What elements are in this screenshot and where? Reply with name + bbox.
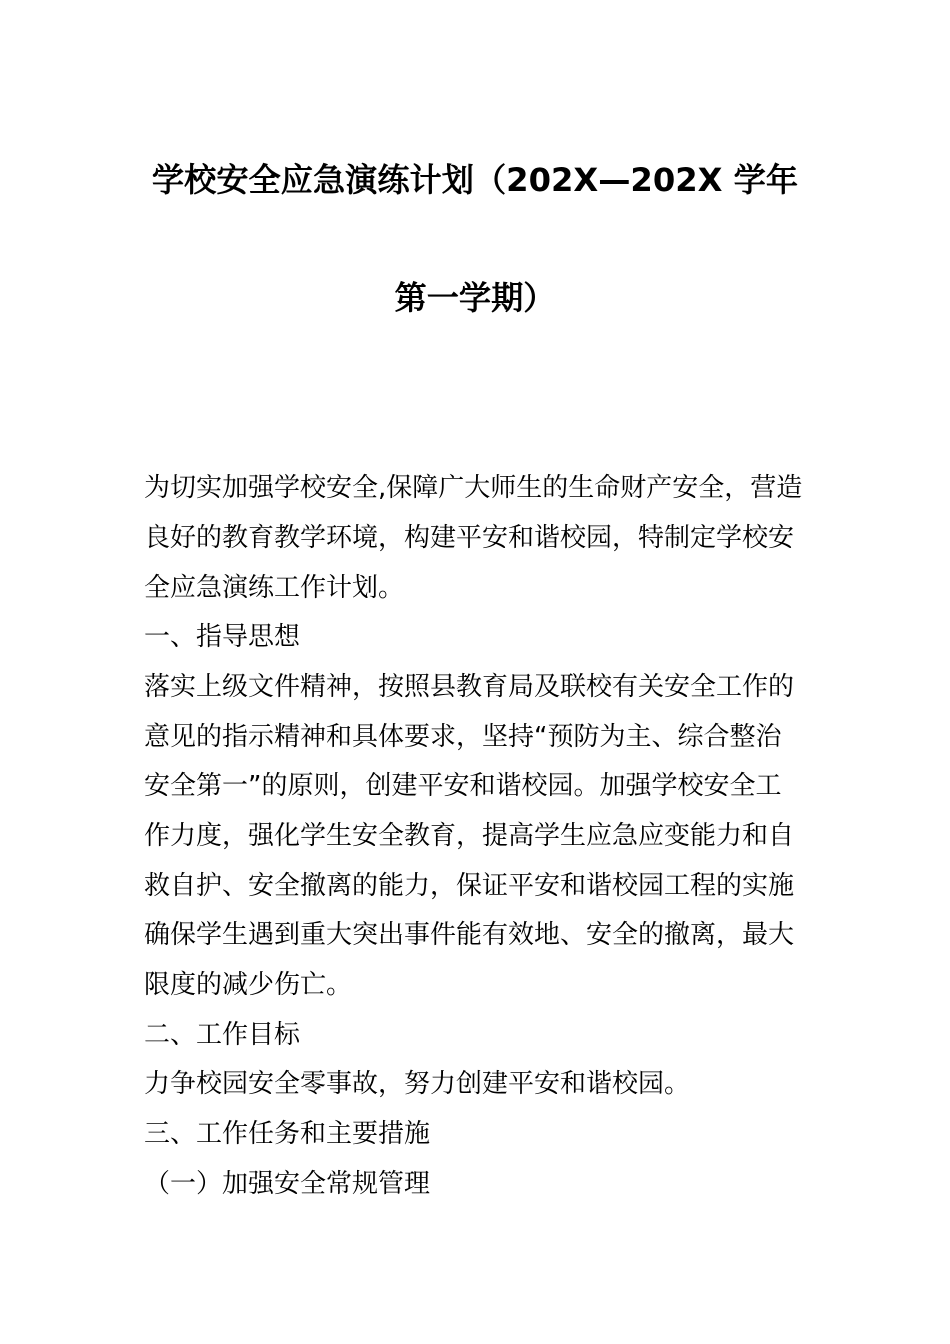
section-heading-work-goals: 二、工作目标: [144, 1020, 301, 1050]
body-line: 救自护、安全撤离的能力，保证平安和谐校园工程的实施: [144, 871, 795, 901]
body-line: 力争校园安全零事故，努力创建平安和谐校园。: [144, 1069, 691, 1099]
section-heading-guiding-ideology: 一、指导思想: [144, 622, 301, 652]
body-line: 良好的教育教学环境，构建平安和谐校园，特制定学校安: [144, 523, 795, 553]
body-line: 安全第一”的原则，创建平安和谐校园。加强学校安全工: [144, 771, 782, 801]
subsection-heading-safety-management: （一）加强安全常规管理: [144, 1169, 431, 1199]
body-line: 落实上级文件精神，按照县教育局及联校有关安全工作的: [144, 672, 795, 702]
body-line: 为切实加强学校安全,保障广大师生的生命财产安全，营造: [144, 473, 803, 503]
body-line: 作力度，强化学生安全教育，提高学生应急应变能力和自: [144, 821, 795, 851]
document-title-line-1: 学校安全应急演练计划（202X—202X 学年: [151, 161, 799, 199]
body-line: 全应急演练工作计划。: [144, 573, 405, 603]
body-line: 意见的指示精神和具体要求，坚持“预防为主、综合整治: [144, 722, 782, 752]
body-line: 确保学生遇到重大突出事件能有效地、安全的撤离，最大: [144, 920, 795, 950]
section-heading-tasks-measures: 三、工作任务和主要措施: [144, 1119, 431, 1149]
document-title-line-2: 第一学期）: [394, 279, 556, 317]
body-line: 限度的减少伤亡。: [144, 970, 353, 1000]
